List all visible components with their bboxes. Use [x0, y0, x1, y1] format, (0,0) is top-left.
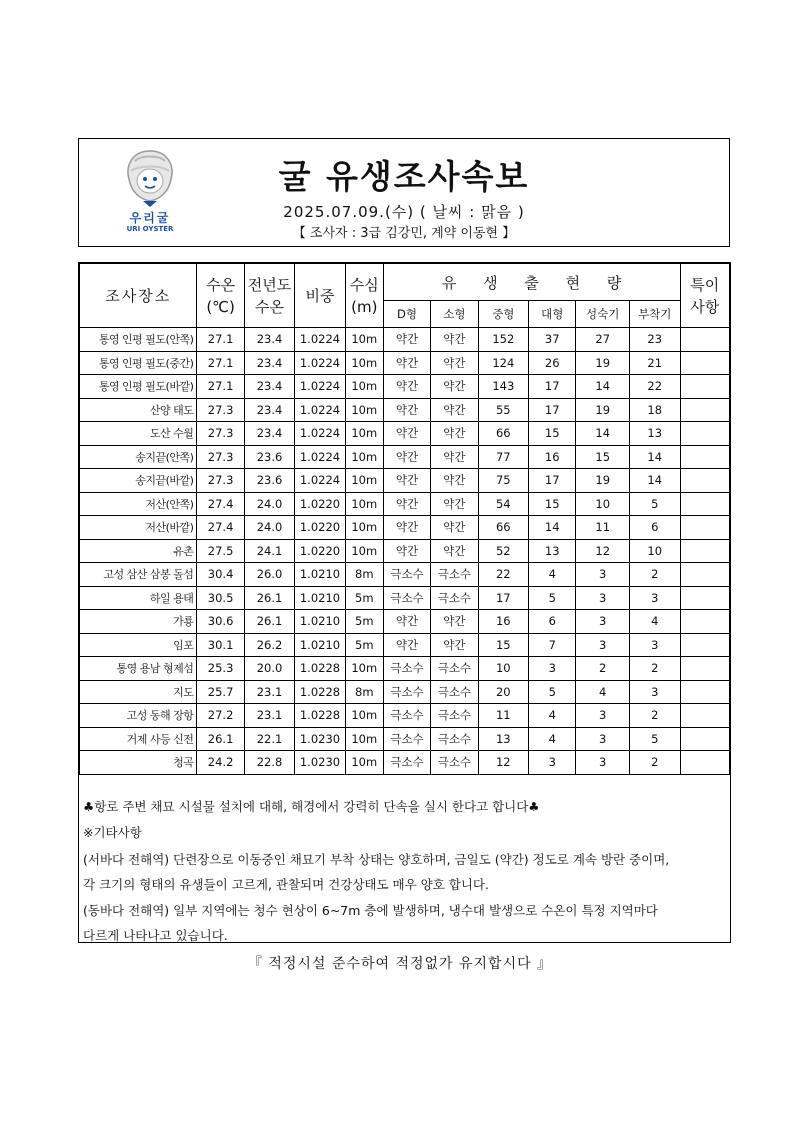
large-cell: 14: [529, 516, 576, 540]
d-type-cell: 약간: [383, 422, 430, 446]
header-depth-text: 수심 (m): [349, 275, 379, 316]
mature-cell: 27: [576, 328, 630, 352]
attached-cell: 6: [629, 516, 680, 540]
depth-cell: 10m: [345, 516, 383, 540]
attached-cell: 10: [629, 539, 680, 563]
prev-temp-cell: 23.4: [244, 351, 294, 375]
attached-cell: 14: [629, 469, 680, 493]
small-cell: 극소수: [431, 704, 478, 728]
depth-cell: 10m: [345, 751, 383, 775]
small-cell: 약간: [431, 375, 478, 399]
large-cell: 6: [529, 610, 576, 634]
remarks-cell: [680, 469, 730, 493]
d-type-cell: 극소수: [383, 751, 430, 775]
depth-cell: 8m: [345, 680, 383, 704]
prev-temp-cell: 23.4: [244, 398, 294, 422]
location-cell: 고성 삼산 삼봉 돌섬: [80, 563, 197, 587]
logo-text: 우리굴: [129, 211, 171, 225]
attached-cell: 2: [629, 704, 680, 728]
table-row: [80, 727, 730, 751]
location-cell: 도산 수월: [80, 422, 197, 446]
medium-cell: 15: [478, 633, 528, 657]
depth-cell: 5m: [345, 586, 383, 610]
remarks-cell: [680, 375, 730, 399]
gravity-cell: 1.0210: [295, 563, 345, 587]
depth-cell: 10m: [345, 328, 383, 352]
large-cell: 17: [529, 398, 576, 422]
water-temp-cell: 27.1: [197, 351, 244, 375]
logo-subtext: URI OYSTER: [126, 225, 174, 233]
attached-cell: 5: [629, 492, 680, 516]
remarks-cell: [680, 422, 730, 446]
location-cell: 가룡: [80, 610, 197, 634]
table-row: [80, 563, 730, 587]
attached-cell: 3: [629, 633, 680, 657]
table-row: [80, 516, 730, 540]
water-temp-cell: 30.6: [197, 610, 244, 634]
mature-cell: 12: [576, 539, 630, 563]
medium-cell: 10: [478, 657, 528, 681]
location-cell: 거제 사등 신전: [80, 727, 197, 751]
remarks-cell: [680, 610, 730, 634]
d-type-cell: 극소수: [383, 680, 430, 704]
gravity-cell: 1.0224: [295, 375, 345, 399]
d-type-cell: 극소수: [383, 657, 430, 681]
remarks-cell: [680, 445, 730, 469]
table-row: [80, 422, 730, 446]
gravity-cell: 1.0224: [295, 445, 345, 469]
small-cell: 약간: [431, 492, 478, 516]
header-small: 소형: [431, 301, 478, 328]
header-mature: 성숙기: [576, 301, 630, 328]
prev-temp-cell: 23.4: [244, 422, 294, 446]
d-type-cell: 약간: [383, 516, 430, 540]
mature-cell: 3: [576, 586, 630, 610]
remarks-cell: [680, 657, 730, 681]
table-row: [80, 398, 730, 422]
remarks-cell: [680, 539, 730, 563]
gravity-cell: 1.0224: [295, 398, 345, 422]
water-temp-cell: 27.2: [197, 704, 244, 728]
table-row: [80, 328, 730, 352]
medium-cell: 66: [478, 422, 528, 446]
small-cell: 약간: [431, 445, 478, 469]
west-sea-note-line2: 각 크기의 형태의 유생들이 고르게, 관찰되며 건강상태도 매우 양호 합니다.: [83, 877, 489, 892]
attached-cell: 23: [629, 328, 680, 352]
prev-temp-cell: 26.0: [244, 563, 294, 587]
remarks-cell: [680, 351, 730, 375]
attached-cell: 22: [629, 375, 680, 399]
medium-cell: 22: [478, 563, 528, 587]
water-temp-cell: 25.3: [197, 657, 244, 681]
table-row: [80, 445, 730, 469]
east-sea-note-line1: (동바다 전해역) 일부 지역에는 청수 현상이 6~7m 층에 발생하며, 냉수대 발생으로 수온이 특정 지역마다: [83, 903, 658, 918]
remarks-cell: [680, 586, 730, 610]
medium-cell: 66: [478, 516, 528, 540]
table-row: [80, 704, 730, 728]
survey-section: [78, 262, 731, 943]
mature-cell: 2: [576, 657, 630, 681]
water-temp-cell: 26.1: [197, 727, 244, 751]
location-cell: 유촌: [80, 539, 197, 563]
remarks-cell: [680, 563, 730, 587]
prev-temp-cell: 20.0: [244, 657, 294, 681]
d-type-cell: 약간: [383, 398, 430, 422]
header-larvae-group: 유 생 출 현 량: [383, 264, 680, 301]
attached-cell: 4: [629, 610, 680, 634]
large-cell: 3: [529, 751, 576, 775]
mature-cell: 3: [576, 751, 630, 775]
mature-cell: 4: [576, 680, 630, 704]
d-type-cell: 극소수: [383, 704, 430, 728]
attached-cell: 3: [629, 586, 680, 610]
attached-cell: 5: [629, 727, 680, 751]
table-row: [80, 751, 730, 775]
medium-cell: 12: [478, 751, 528, 775]
prev-temp-cell: 26.2: [244, 633, 294, 657]
location-cell: 송지끝(안쪽): [80, 445, 197, 469]
larvae-survey-table: [79, 263, 730, 775]
gravity-cell: 1.0230: [295, 751, 345, 775]
water-temp-cell: 27.5: [197, 539, 244, 563]
mature-cell: 3: [576, 704, 630, 728]
medium-cell: 54: [478, 492, 528, 516]
medium-cell: 13: [478, 727, 528, 751]
medium-cell: 55: [478, 398, 528, 422]
gravity-cell: 1.0224: [295, 328, 345, 352]
east-sea-note-line2: 다르게 나타나고 있습니다.: [83, 928, 228, 943]
large-cell: 17: [529, 375, 576, 399]
location-cell: 통영 인평 필도(안쪽): [80, 328, 197, 352]
surveyor-line: 【 조사자 : 3급 김강민, 계약 이동현 】: [292, 226, 516, 241]
header-gravity: 비중: [295, 264, 345, 328]
depth-cell: 10m: [345, 351, 383, 375]
large-cell: 17: [529, 469, 576, 493]
prev-temp-cell: 23.4: [244, 375, 294, 399]
medium-cell: 143: [478, 375, 528, 399]
medium-cell: 152: [478, 328, 528, 352]
gravity-cell: 1.0210: [295, 633, 345, 657]
other-notes-title: ※기타사항: [83, 825, 142, 840]
location-cell: 지도: [80, 680, 197, 704]
medium-cell: 16: [478, 610, 528, 634]
depth-cell: 10m: [345, 539, 383, 563]
medium-cell: 75: [478, 469, 528, 493]
warning-note: ♣항로 주변 채묘 시설물 설치에 대해, 해경에서 강력히 단속을 실시 한다고 합니다♣: [83, 799, 540, 814]
d-type-cell: 약간: [383, 351, 430, 375]
mature-cell: 11: [576, 516, 630, 540]
prev-temp-cell: 22.1: [244, 727, 294, 751]
depth-cell: 5m: [345, 610, 383, 634]
mature-cell: 3: [576, 610, 630, 634]
d-type-cell: 약간: [383, 539, 430, 563]
water-temp-cell: 30.1: [197, 633, 244, 657]
large-cell: 5: [529, 586, 576, 610]
medium-cell: 124: [478, 351, 528, 375]
gravity-cell: 1.0220: [295, 492, 345, 516]
small-cell: 극소수: [431, 563, 478, 587]
mature-cell: 3: [576, 727, 630, 751]
small-cell: 약간: [431, 422, 478, 446]
small-cell: 극소수: [431, 727, 478, 751]
water-temp-cell: 27.3: [197, 422, 244, 446]
large-cell: 7: [529, 633, 576, 657]
prev-temp-cell: 24.0: [244, 516, 294, 540]
mature-cell: 3: [576, 633, 630, 657]
mature-cell: 3: [576, 563, 630, 587]
water-temp-cell: 27.4: [197, 492, 244, 516]
large-cell: 5: [529, 680, 576, 704]
water-temp-cell: 27.3: [197, 445, 244, 469]
medium-cell: 77: [478, 445, 528, 469]
report-header: [78, 138, 730, 247]
table-row: [80, 633, 730, 657]
header-large: 대형: [529, 301, 576, 328]
header-location: 조사장소: [80, 264, 197, 328]
remarks-cell: [680, 751, 730, 775]
footer-slogan: 『 적정시설 준수하여 적정없가 유지합시다 』: [247, 956, 553, 972]
d-type-cell: 극소수: [383, 563, 430, 587]
gravity-cell: 1.0228: [295, 657, 345, 681]
water-temp-cell: 27.3: [197, 469, 244, 493]
header-d-type: D형: [383, 301, 430, 328]
location-cell: 통영 인평 필도(중간): [80, 351, 197, 375]
location-cell: 하일 용태: [80, 586, 197, 610]
table-row: [80, 351, 730, 375]
attached-cell: 3: [629, 680, 680, 704]
table-row: [80, 680, 730, 704]
gravity-cell: 1.0228: [295, 704, 345, 728]
remarks-cell: [680, 492, 730, 516]
d-type-cell: 약간: [383, 492, 430, 516]
table-row: [80, 657, 730, 681]
mature-cell: 14: [576, 375, 630, 399]
gravity-cell: 1.0210: [295, 610, 345, 634]
small-cell: 약간: [431, 398, 478, 422]
location-cell: 송지끝(바깥): [80, 469, 197, 493]
gravity-cell: 1.0224: [295, 469, 345, 493]
large-cell: 15: [529, 422, 576, 446]
header-prev-temp-text: 전년도 수온: [247, 275, 292, 316]
depth-cell: 10m: [345, 445, 383, 469]
gravity-cell: 1.0224: [295, 351, 345, 375]
table-row: [80, 610, 730, 634]
mature-cell: 10: [576, 492, 630, 516]
mature-cell: 19: [576, 469, 630, 493]
location-cell: 고성 동해 장항: [80, 704, 197, 728]
attached-cell: 18: [629, 398, 680, 422]
prev-temp-cell: 23.4: [244, 328, 294, 352]
table-row: [80, 375, 730, 399]
table-row: [80, 586, 730, 610]
large-cell: 4: [529, 727, 576, 751]
remarks-cell: [680, 727, 730, 751]
attached-cell: 2: [629, 657, 680, 681]
water-temp-cell: 24.2: [197, 751, 244, 775]
prev-temp-cell: 22.8: [244, 751, 294, 775]
large-cell: 3: [529, 657, 576, 681]
remarks-cell: [680, 704, 730, 728]
depth-cell: 10m: [345, 398, 383, 422]
small-cell: 약간: [431, 610, 478, 634]
gravity-cell: 1.0220: [295, 516, 345, 540]
small-cell: 극소수: [431, 751, 478, 775]
prev-temp-cell: 23.6: [244, 445, 294, 469]
remarks-cell: [680, 680, 730, 704]
depth-cell: 10m: [345, 469, 383, 493]
location-cell: 산양 태도: [80, 398, 197, 422]
depth-cell: 10m: [345, 375, 383, 399]
header-prev-temp: [244, 264, 294, 328]
large-cell: 4: [529, 563, 576, 587]
depth-cell: 10m: [345, 704, 383, 728]
large-cell: 4: [529, 704, 576, 728]
medium-cell: 52: [478, 539, 528, 563]
water-temp-cell: 30.4: [197, 563, 244, 587]
d-type-cell: 약간: [383, 633, 430, 657]
mature-cell: 19: [576, 398, 630, 422]
small-cell: 약간: [431, 633, 478, 657]
location-cell: 통영 용남 형제섬: [80, 657, 197, 681]
medium-cell: 20: [478, 680, 528, 704]
header-remarks: [680, 264, 730, 328]
prev-temp-cell: 26.1: [244, 610, 294, 634]
gravity-cell: 1.0210: [295, 586, 345, 610]
water-temp-cell: 25.7: [197, 680, 244, 704]
header-water-temp-text: 수온 (℃): [206, 275, 236, 316]
small-cell: 약간: [431, 351, 478, 375]
water-temp-cell: 27.4: [197, 516, 244, 540]
large-cell: 15: [529, 492, 576, 516]
d-type-cell: 약간: [383, 328, 430, 352]
large-cell: 16: [529, 445, 576, 469]
mature-cell: 19: [576, 351, 630, 375]
water-temp-cell: 27.1: [197, 328, 244, 352]
date-weather-line: 2025.07.09.(수) ( 날씨 : 맑음 ): [283, 203, 525, 221]
location-cell: 저산(안쪽): [80, 492, 197, 516]
table-row: [80, 492, 730, 516]
header-remarks-text: 특이 사항: [690, 275, 720, 316]
prev-temp-cell: 24.0: [244, 492, 294, 516]
header-medium: 중형: [478, 301, 528, 328]
prev-temp-cell: 23.1: [244, 704, 294, 728]
header-attached: 부착기: [629, 301, 680, 328]
d-type-cell: 약간: [383, 610, 430, 634]
small-cell: 약간: [431, 539, 478, 563]
medium-cell: 11: [478, 704, 528, 728]
prev-temp-cell: 26.1: [244, 586, 294, 610]
gravity-cell: 1.0230: [295, 727, 345, 751]
remarks-cell: [680, 328, 730, 352]
small-cell: 약간: [431, 328, 478, 352]
d-type-cell: 약간: [383, 375, 430, 399]
remarks-cell: [680, 633, 730, 657]
table-row: [80, 469, 730, 493]
water-temp-cell: 27.3: [197, 398, 244, 422]
page-title: 굴 유생조사속보: [278, 157, 530, 196]
remarks-cell: [680, 398, 730, 422]
depth-cell: 10m: [345, 422, 383, 446]
location-cell: 저산(바깥): [80, 516, 197, 540]
header-depth: [345, 264, 383, 328]
west-sea-note-line1: (서바다 전해역) 단련장으로 이동중인 채묘기 부착 상태는 양호하며, 금일도 (약간) 정도로 계속 방란 중이며,: [83, 852, 670, 867]
gravity-cell: 1.0220: [295, 539, 345, 563]
large-cell: 13: [529, 539, 576, 563]
depth-cell: 10m: [345, 657, 383, 681]
water-temp-cell: 27.1: [197, 375, 244, 399]
attached-cell: 13: [629, 422, 680, 446]
small-cell: 약간: [431, 516, 478, 540]
depth-cell: 8m: [345, 563, 383, 587]
attached-cell: 21: [629, 351, 680, 375]
small-cell: 극소수: [431, 586, 478, 610]
location-cell: 임포: [80, 633, 197, 657]
table-row: [80, 539, 730, 563]
small-cell: 약간: [431, 469, 478, 493]
header-water-temp: [197, 264, 244, 328]
small-cell: 극소수: [431, 657, 478, 681]
large-cell: 37: [529, 328, 576, 352]
attached-cell: 2: [629, 563, 680, 587]
prev-temp-cell: 23.6: [244, 469, 294, 493]
attached-cell: 14: [629, 445, 680, 469]
d-type-cell: 극소수: [383, 727, 430, 751]
d-type-cell: 약간: [383, 469, 430, 493]
d-type-cell: 약간: [383, 445, 430, 469]
depth-cell: 10m: [345, 492, 383, 516]
d-type-cell: 극소수: [383, 586, 430, 610]
prev-temp-cell: 23.1: [244, 680, 294, 704]
gravity-cell: 1.0224: [295, 422, 345, 446]
water-temp-cell: 30.5: [197, 586, 244, 610]
large-cell: 26: [529, 351, 576, 375]
gravity-cell: 1.0228: [295, 680, 345, 704]
small-cell: 극소수: [431, 680, 478, 704]
mature-cell: 14: [576, 422, 630, 446]
location-cell: 청곡: [80, 751, 197, 775]
location-cell: 통영 인평 필도(바깥): [80, 375, 197, 399]
attached-cell: 2: [629, 751, 680, 775]
depth-cell: 10m: [345, 727, 383, 751]
medium-cell: 17: [478, 586, 528, 610]
depth-cell: 5m: [345, 633, 383, 657]
prev-temp-cell: 24.1: [244, 539, 294, 563]
remarks-cell: [680, 516, 730, 540]
mature-cell: 15: [576, 445, 630, 469]
